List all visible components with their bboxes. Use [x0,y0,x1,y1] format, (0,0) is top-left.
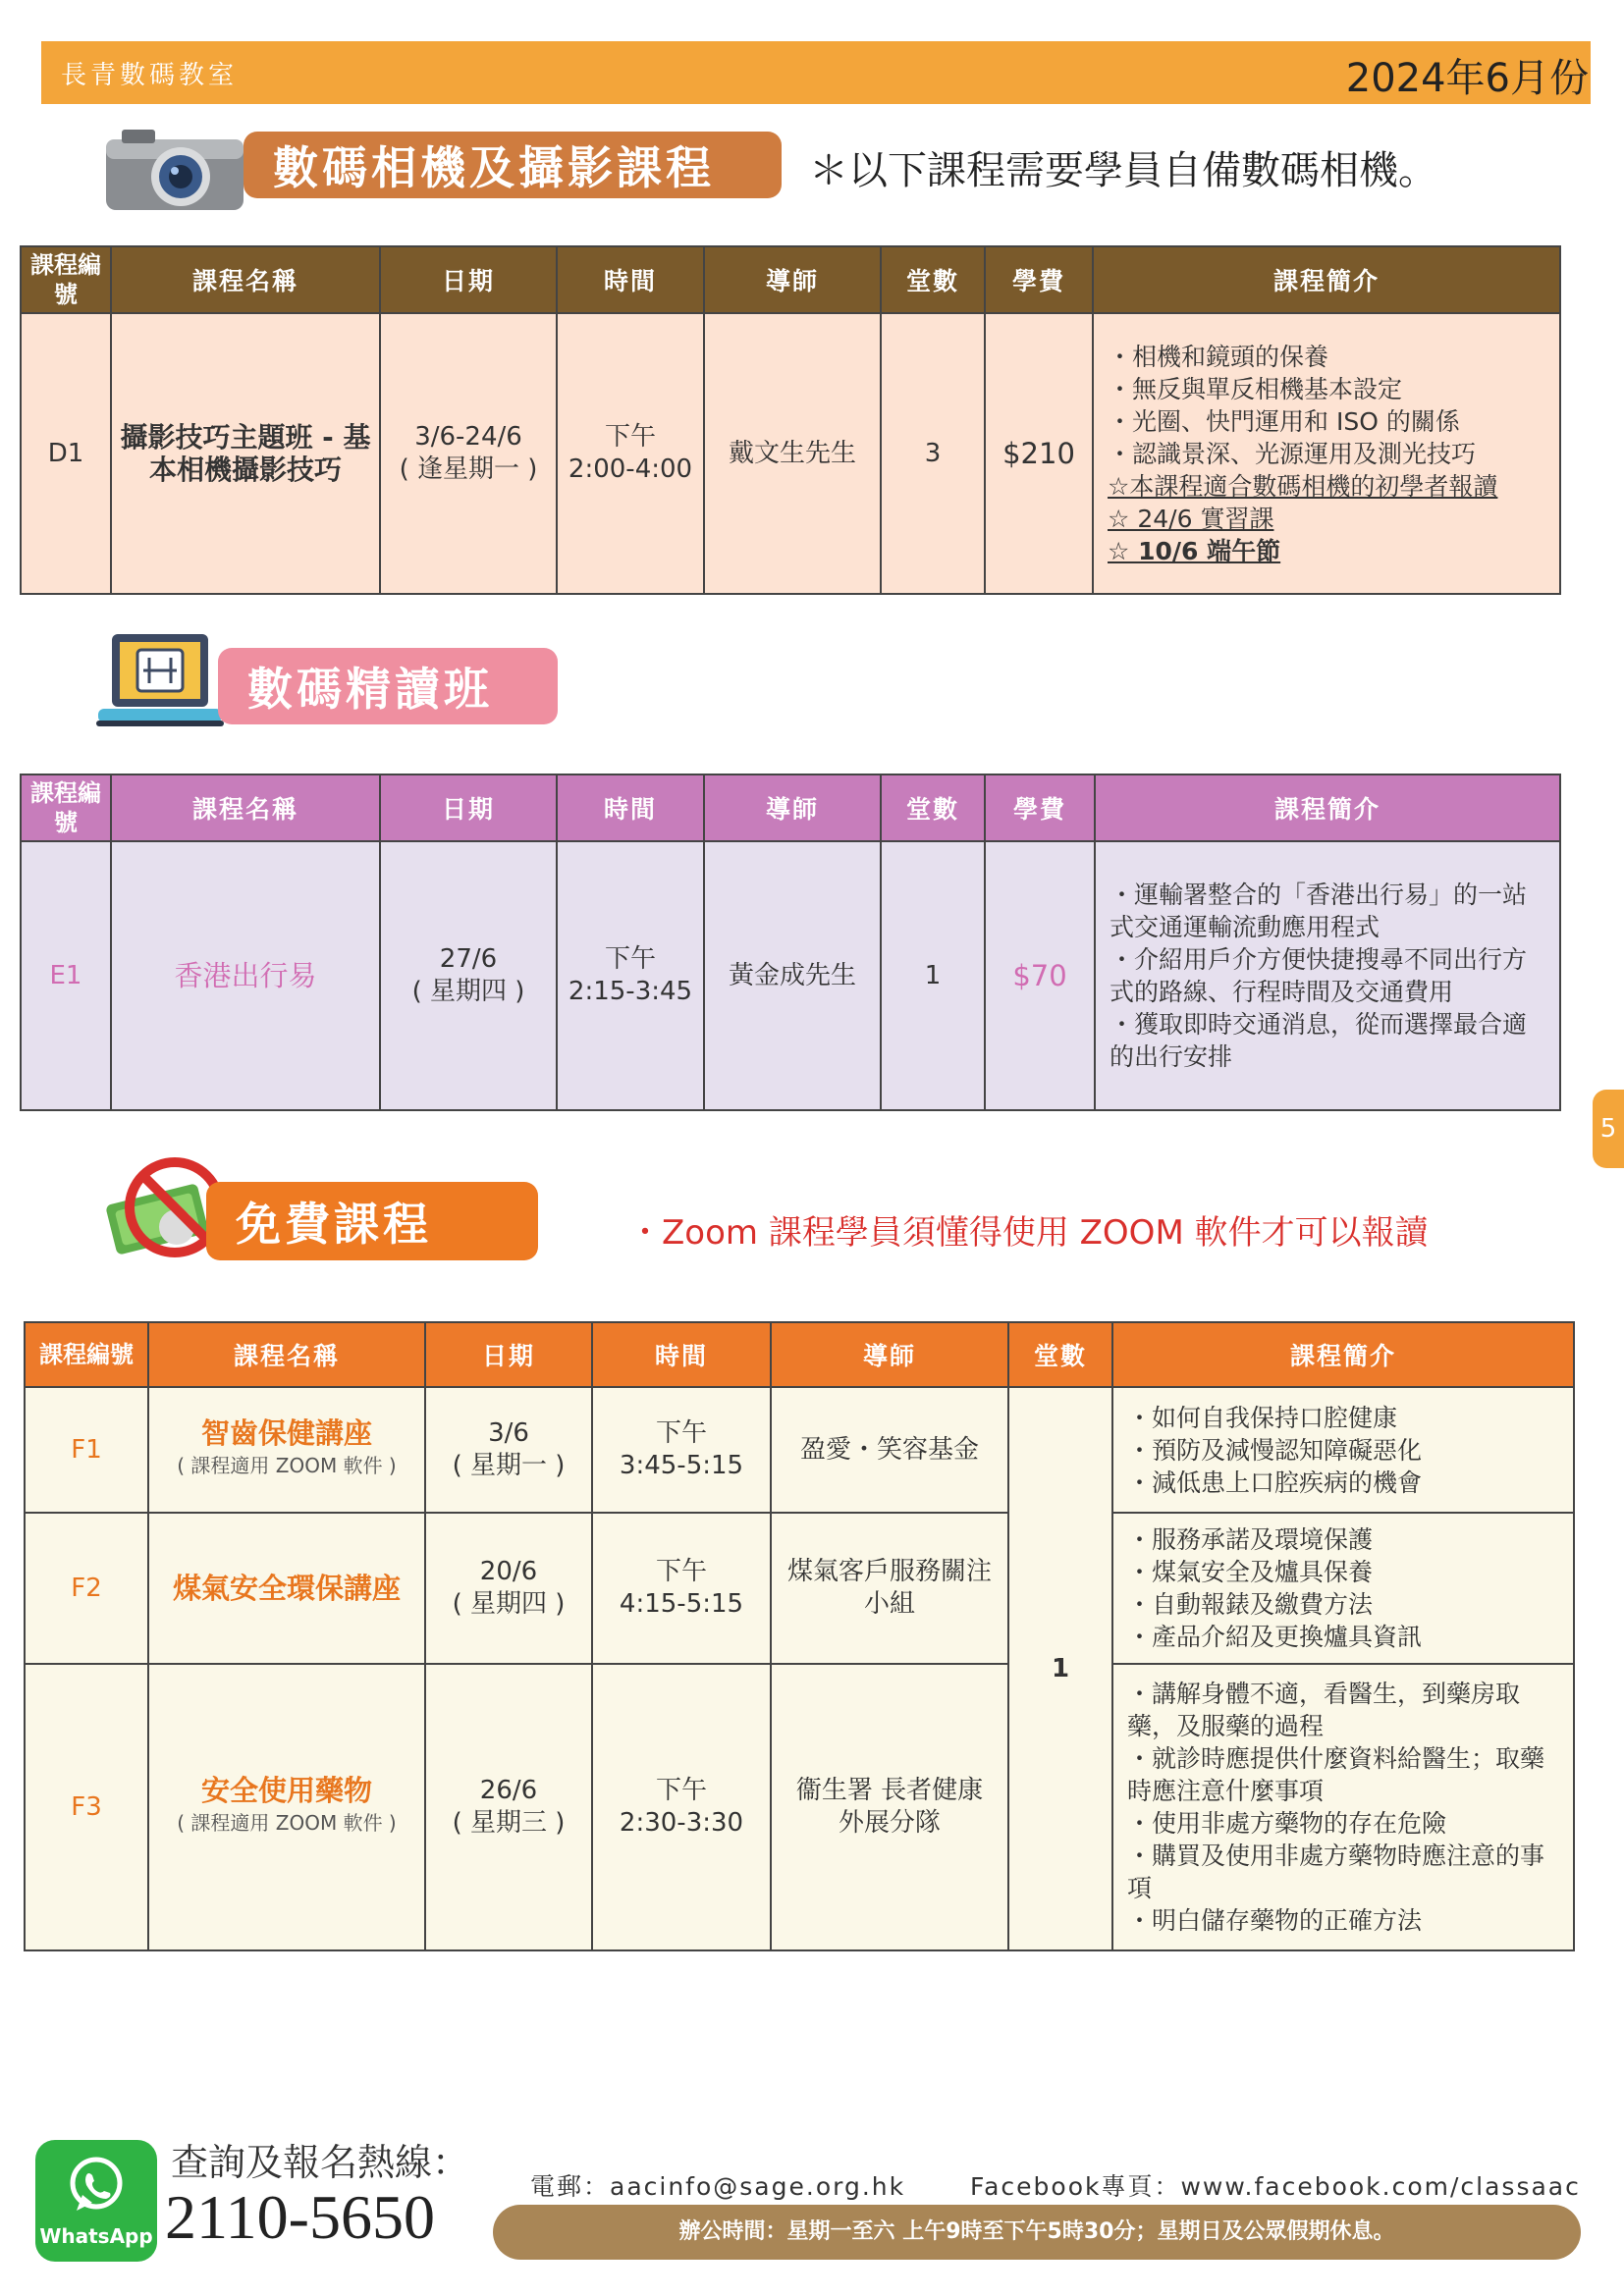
col-tutor: 導師 [771,1322,1008,1387]
col-fee: 學費 [985,774,1095,841]
section-f-note: ・Zoom 課程學員須懂得使用 ZOOM 軟件才可以報讀 [628,1213,1429,1253]
issue-month: 2024年6月份 [1345,56,1589,101]
course-intro: ・服務承諾及環境保護 ・煤氣安全及爐具保養 ・自動報錶及繳費方法 ・產品介紹及更換爐具資訊 [1112,1513,1574,1664]
col-tutor: 導師 [704,774,881,841]
hotline-number[interactable]: 2110-5650 [165,2182,435,2252]
col-code: 課程編號 [25,1322,148,1387]
course-time: 下午 3:45-5:15 [592,1387,771,1513]
table-row [25,1664,1574,1950]
course-name: 香港出行易 [111,841,380,1110]
course-date: 26/6 ( 星期三 ) [425,1664,592,1950]
col-intro: 課程簡介 [1112,1322,1574,1387]
col-name: 課程名稱 [111,774,380,841]
course-tutor: 煤氣客戶服務關注小組 [771,1513,1008,1664]
col-time: 時間 [592,1322,771,1387]
course-name: 智齒保健講座 [200,1416,372,1450]
col-intro: 課程簡介 [1095,774,1560,841]
intro-line: ・認識景深、光源運用及測光技巧 [1108,439,1477,468]
course-name-cell [148,1513,425,1664]
course-tutor: 黃金成先生 [704,841,881,1110]
table-header-row [25,1322,1574,1387]
course-time: 下午 2:00-4:00 [557,313,704,594]
course-name: 煤氣安全環保講座 [172,1571,401,1605]
course-intro: ・運輸署整合的「香港出行易」的一站式交通運輸流動應用程式 ・介紹用戶介方便快捷搜尋不同出行方式的路線、行程時間及交通費用 ・獲取即時交通消息，從而選擇最合適的出行安排 [1095,841,1560,1110]
col-code: 課程編號 [21,246,111,313]
col-fee: 學費 [985,246,1093,313]
course-intro [1093,313,1560,594]
course-time: 下午 2:15-3:45 [557,841,704,1110]
course-intro: ・講解身體不適，看醫生，到藥房取藥，及服藥的過程 ・就診時應提供什麼資料給醫生；取藥時應注意什麼事項 ・使用非處方藥物的存在危險 ・購買及使用非處方藥物時應注意的事項 ・明白儲存藥物的正確方法 [1112,1664,1574,1950]
course-name: 安全使用藥物 [200,1774,372,1807]
intro-line: ・光圈、快門運用和 ISO 的關係 [1108,406,1460,436]
course-sessions: 3 [881,313,985,594]
course-sessions: 1 [1008,1387,1112,1950]
course-fee: $70 [985,841,1095,1110]
course-sub-note: ( 課程適用 ZOOM 軟件 ) [177,1454,397,1477]
col-sessions: 堂數 [881,774,985,841]
course-fee: $210 [985,313,1093,594]
contact-email[interactable]: 電郵：aacinfo@sage.org.hk [530,2172,906,2201]
section-d-title: 數碼相機及攝影課程 [244,132,782,198]
col-sessions: 堂數 [881,246,985,313]
col-date: 日期 [380,774,557,841]
col-date: 日期 [425,1322,592,1387]
course-code: E1 [21,841,111,1110]
course-name-cell [148,1664,425,1950]
course-date: 20/6 ( 星期四 ) [425,1513,592,1664]
table-header-row [21,774,1560,841]
course-tutor: 戴文生先生 [704,313,881,594]
intro-line: ・相機和鏡頭的保養 [1108,342,1329,371]
course-sessions: 1 [881,841,985,1110]
col-intro: 課程簡介 [1093,246,1560,313]
table-row [25,1513,1574,1664]
table-header-row [21,246,1560,313]
course-date: 27/6 ( 星期四 ) [380,841,557,1110]
course-time: 下午 2:30-3:30 [592,1664,771,1950]
office-hours: 辦公時間：星期一至六 上午9時至下午5時30分；星期日及公眾假期休息。 [678,2219,1395,2244]
intro-line: ☆ 24/6 實習課 [1108,504,1274,533]
course-tutor: 盈愛・笑容基金 [771,1387,1008,1513]
col-tutor: 導師 [704,246,881,313]
course-tutor: 衞生署 長者健康外展分隊 [771,1664,1008,1950]
page-number-tab: 5 [1593,1090,1624,1168]
section-d-note: ＊以下課程需要學員自備數碼相機。 [809,148,1437,193]
intro-line: ・無反與單反相機基本設定 [1108,374,1403,403]
col-time: 時間 [557,774,704,841]
course-table-e [20,774,1561,1111]
course-code: F1 [25,1387,148,1513]
course-sub-note: ( 課程適用 ZOOM 軟件 ) [177,1811,397,1835]
facebook-link[interactable]: Facebook專頁：www.facebook.com/classaac [970,2172,1581,2201]
section-e-title: 數碼精讀班 [218,648,558,724]
course-date: 3/6-24/6 ( 逢星期一 ) [380,313,557,594]
hotline-label: 查詢及報名熱線： [171,2141,470,2184]
course-time: 下午 4:15-5:15 [592,1513,771,1664]
intro-line: ☆ 10/6 端午節 [1108,536,1281,565]
whatsapp-icon [65,2154,128,2216]
col-name: 課程名稱 [111,246,380,313]
course-table-d [20,245,1561,595]
course-date: 3/6 ( 星期一 ) [425,1387,592,1513]
section-f-title: 免費課程 [206,1182,538,1260]
org-name: 長青數碼教室 [61,61,239,90]
course-code: F3 [25,1664,148,1950]
table-row [21,841,1560,1110]
whatsapp-label: WhatsApp [39,2224,153,2248]
course-name-cell [148,1387,425,1513]
course-code: F2 [25,1513,148,1664]
course-code: D1 [21,313,111,594]
laptop-circuit-icon [94,626,226,732]
table-row [25,1387,1574,1513]
col-sessions: 堂數 [1008,1322,1112,1387]
col-code: 課程編號 [21,774,111,841]
course-intro: ・如何自我保持口腔健康 ・預防及減慢認知障礙惡化 ・減低患上口腔疾病的機會 [1112,1387,1574,1513]
intro-line: ☆本課程適合數碼相機的初學者報讀 [1108,471,1498,501]
col-date: 日期 [380,246,557,313]
col-time: 時間 [557,246,704,313]
course-table-f [24,1321,1575,1951]
camera-icon [102,126,247,214]
course-name: 攝影技巧主題班 - 基本相機攝影技巧 [111,313,380,594]
table-row [21,313,1560,594]
col-name: 課程名稱 [148,1322,425,1387]
whatsapp-badge[interactable] [35,2140,157,2262]
